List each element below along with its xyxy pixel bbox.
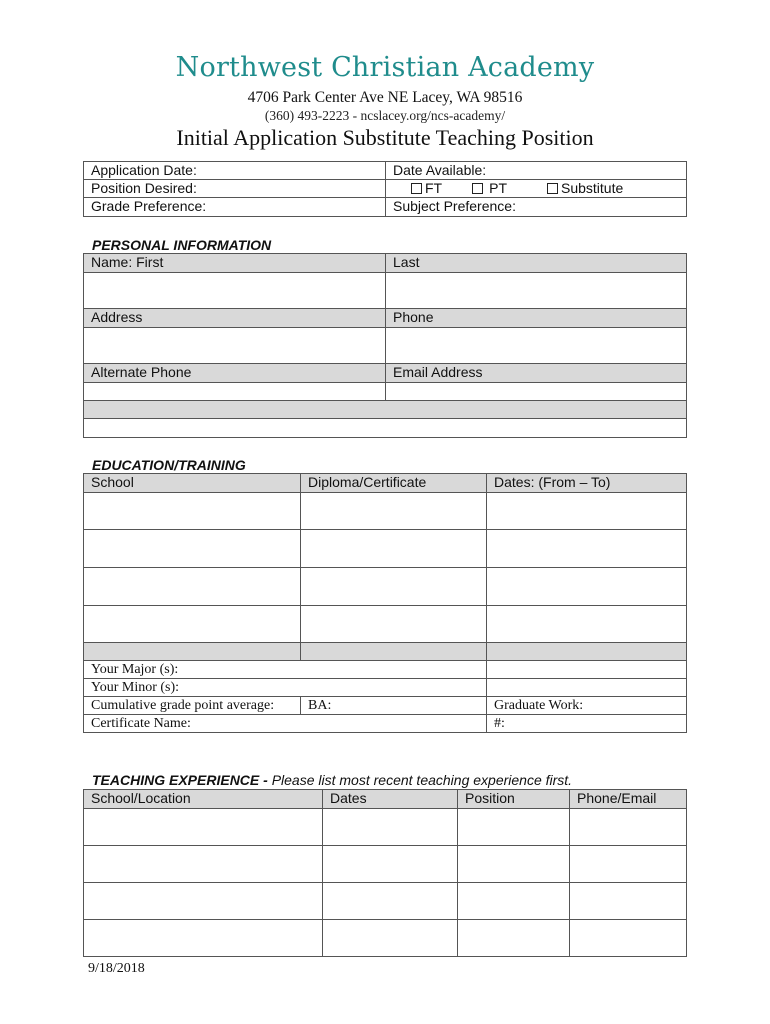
major-extra-cell bbox=[487, 661, 687, 679]
teaching-contact-cell[interactable] bbox=[570, 846, 687, 883]
education-table bbox=[83, 473, 687, 733]
shaded-spacer-cell bbox=[84, 643, 301, 661]
education-heading: EDUCATION/TRAINING bbox=[92, 457, 246, 473]
education-dates-cell[interactable] bbox=[487, 493, 687, 530]
teaching-position-cell[interactable] bbox=[458, 809, 570, 846]
school-name: Northwest Christian Academy bbox=[175, 52, 595, 83]
personal-info-table bbox=[83, 253, 687, 438]
alternate-phone-input[interactable] bbox=[84, 383, 386, 401]
address-input[interactable] bbox=[84, 328, 386, 364]
education-diploma-cell[interactable] bbox=[301, 606, 487, 643]
first-name-input[interactable] bbox=[84, 273, 386, 309]
dates-column-header: Dates bbox=[323, 790, 458, 809]
teaching-dates-cell[interactable] bbox=[323, 883, 458, 920]
education-diploma-cell[interactable] bbox=[301, 530, 487, 568]
teaching-contact-cell[interactable] bbox=[570, 883, 687, 920]
teaching-location-cell[interactable] bbox=[84, 809, 323, 846]
teaching-heading-note: Please list most recent teaching experience first. bbox=[267, 772, 573, 788]
minor-field[interactable]: Your Minor (s): bbox=[84, 679, 487, 697]
shaded-spacer-cell bbox=[301, 643, 487, 661]
minor-extra-cell bbox=[487, 679, 687, 697]
email-input[interactable] bbox=[386, 383, 687, 401]
phone-input[interactable] bbox=[386, 328, 687, 364]
personal-info-heading: PERSONAL INFORMATION bbox=[92, 237, 272, 253]
phone-label: Phone bbox=[386, 309, 687, 328]
first-name-label: Name: First bbox=[84, 254, 386, 273]
blank-shaded-row bbox=[84, 401, 687, 419]
school-column-header: School bbox=[84, 474, 301, 493]
education-dates-cell[interactable] bbox=[487, 606, 687, 643]
education-school-cell[interactable] bbox=[84, 493, 301, 530]
form-title: Initial Application Substitute Teaching Position bbox=[176, 125, 594, 150]
ft-label: FT bbox=[425, 180, 443, 196]
address-label: Address bbox=[84, 309, 386, 328]
date-available-field[interactable]: Date Available: bbox=[386, 162, 687, 180]
position-desired-field[interactable]: Position Desired: bbox=[84, 180, 386, 198]
shaded-spacer-cell bbox=[487, 643, 687, 661]
teaching-heading-text: TEACHING EXPERIENCE - bbox=[92, 772, 268, 788]
teaching-dates-cell[interactable] bbox=[323, 846, 458, 883]
school-contact: (360) 493-2223 - ncslacey.org/ncs-academy/ bbox=[264, 108, 506, 123]
teaching-position-cell[interactable] bbox=[458, 846, 570, 883]
education-dates-cell[interactable] bbox=[487, 530, 687, 568]
substitute-label: Substitute bbox=[561, 180, 624, 196]
phone-email-column-header: Phone/Email bbox=[570, 790, 687, 809]
pt-label: PT bbox=[489, 180, 507, 196]
ba-field[interactable]: BA: bbox=[301, 697, 487, 715]
teaching-position-cell[interactable] bbox=[458, 920, 570, 957]
certificate-number-field[interactable]: #: bbox=[487, 715, 687, 733]
location-column-header: School/Location bbox=[84, 790, 323, 809]
teaching-location-cell[interactable] bbox=[84, 846, 323, 883]
teaching-location-cell[interactable] bbox=[84, 920, 323, 957]
teaching-position-cell[interactable] bbox=[458, 883, 570, 920]
graduate-work-field[interactable]: Graduate Work: bbox=[487, 697, 687, 715]
substitute-checkbox[interactable] bbox=[547, 183, 558, 194]
availability-options bbox=[386, 180, 687, 198]
position-column-header: Position bbox=[458, 790, 570, 809]
teaching-contact-cell[interactable] bbox=[570, 920, 687, 957]
teaching-location-cell[interactable] bbox=[84, 883, 323, 920]
teaching-dates-cell[interactable] bbox=[323, 809, 458, 846]
dates-column-header: Dates: (From – To) bbox=[487, 474, 687, 493]
grade-preference-field[interactable]: Grade Preference: bbox=[84, 198, 386, 217]
email-label: Email Address bbox=[386, 364, 687, 383]
footer-date: 9/18/2018 bbox=[88, 961, 145, 976]
school-address: 4706 Park Center Ave NE Lacey, WA 98516 bbox=[247, 89, 523, 106]
diploma-column-header: Diploma/Certificate bbox=[301, 474, 487, 493]
last-name-label: Last bbox=[386, 254, 687, 273]
certificate-name-field[interactable]: Certificate Name: bbox=[84, 715, 487, 733]
teaching-heading bbox=[92, 772, 572, 788]
blank-row[interactable] bbox=[84, 419, 687, 438]
ft-checkbox[interactable] bbox=[411, 183, 422, 194]
education-school-cell[interactable] bbox=[84, 530, 301, 568]
education-dates-cell[interactable] bbox=[487, 568, 687, 606]
education-diploma-cell[interactable] bbox=[301, 568, 487, 606]
education-school-cell[interactable] bbox=[84, 568, 301, 606]
application-date-field[interactable]: Application Date: bbox=[84, 162, 386, 180]
education-school-cell[interactable] bbox=[84, 606, 301, 643]
subject-preference-field[interactable]: Subject Preference: bbox=[386, 198, 687, 217]
major-field[interactable]: Your Major (s): bbox=[84, 661, 487, 679]
pt-checkbox[interactable] bbox=[472, 183, 483, 194]
alternate-phone-label: Alternate Phone bbox=[84, 364, 386, 383]
gpa-field[interactable]: Cumulative grade point average: bbox=[84, 697, 301, 715]
application-summary-table bbox=[83, 161, 687, 217]
last-name-input[interactable] bbox=[386, 273, 687, 309]
teaching-dates-cell[interactable] bbox=[323, 920, 458, 957]
teaching-contact-cell[interactable] bbox=[570, 809, 687, 846]
teaching-experience-table bbox=[83, 789, 687, 957]
education-diploma-cell[interactable] bbox=[301, 493, 487, 530]
